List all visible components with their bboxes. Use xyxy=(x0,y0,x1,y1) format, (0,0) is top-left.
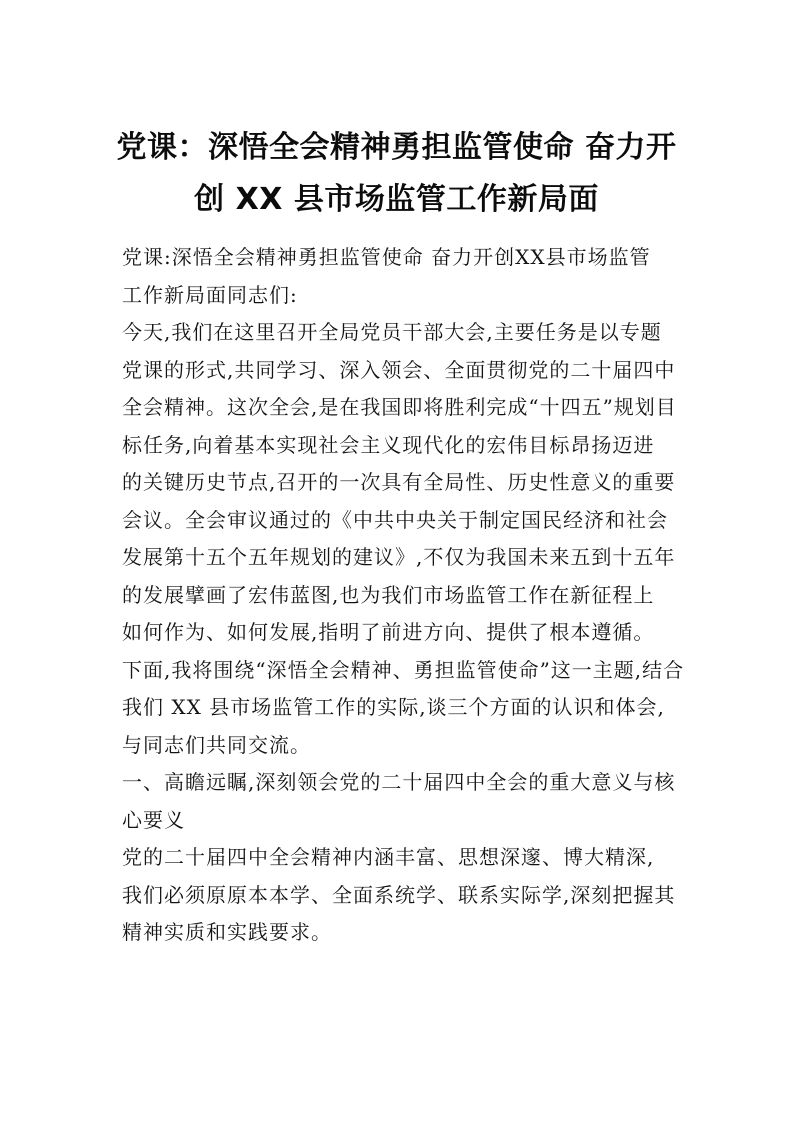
text-line: 标任务,向着基本实现社会主义现代化的宏伟目标昂扬迈进 xyxy=(122,432,655,457)
text-line: 我们 XX 县市场监管工作的实际,谈三个方面的认识和体会, xyxy=(122,695,665,719)
text-line: 今天,我们在这里召开全局党员干部大会,主要任务是以专题 xyxy=(122,320,662,344)
text-line: 会议。全会审议通过的《中共中央关于制定国民经济和社会 xyxy=(122,507,668,532)
text-line: 心要义 xyxy=(122,807,185,832)
document-title xyxy=(108,122,685,226)
text-line: 党课的形式,共同学习、深入领会、全面贯彻党的二十届四中 xyxy=(122,357,676,382)
document-body xyxy=(122,239,685,952)
text-line: 如何作为、如何发展,指明了前进方向、提供了根本遵循。 xyxy=(122,620,655,644)
text-line: 的发展擘画了宏伟蓝图,也为我们市场监管工作在新征程上 xyxy=(122,582,655,607)
text-line: 精神实质和实践要求。 xyxy=(122,920,332,944)
text-line: 我们必须原原本本学、全面系统学、联系实际学,深刻把握其 xyxy=(122,882,676,907)
text-line: 党的二十届四中全会精神内涵丰富、思想深邃、博大精深, xyxy=(122,845,655,869)
text-line: 党课:深悟全会精神勇担监管使命 奋力开创XX县市场监管 xyxy=(122,245,651,269)
text-line: 工作新局面同志们: xyxy=(122,282,298,307)
text-line: 下面,我将围绕“深悟全会精神、勇担监管使命”这一主题,结合 xyxy=(122,657,685,682)
title-line-2: 创 XX 县市场监管工作新局面 xyxy=(194,182,599,217)
text-line: 一、高瞻远瞩,深刻领会党的二十届四中全会的重大意义与核 xyxy=(122,770,676,794)
text-line: 发展第十五个五年规划的建议》,不仅为我国未来五到十五年 xyxy=(122,545,676,569)
paragraph-section-1 xyxy=(122,839,674,952)
paragraph-opening xyxy=(122,239,674,314)
section-heading-1 xyxy=(122,764,674,839)
paragraph-introduction xyxy=(122,314,677,652)
title-line-1: 党课：深悟全会精神勇担监管使命 奋力开 xyxy=(116,130,677,165)
paragraph-outline xyxy=(122,652,685,765)
text-line: 全会精神。这次全会,是在我国即将胜利完成“十四五”规划目 xyxy=(122,395,677,419)
text-line: 的关键历史节点,召开的一次具有全局性、历史性意义的重要 xyxy=(122,470,676,494)
text-line: 与同志们共同交流。 xyxy=(122,732,311,757)
